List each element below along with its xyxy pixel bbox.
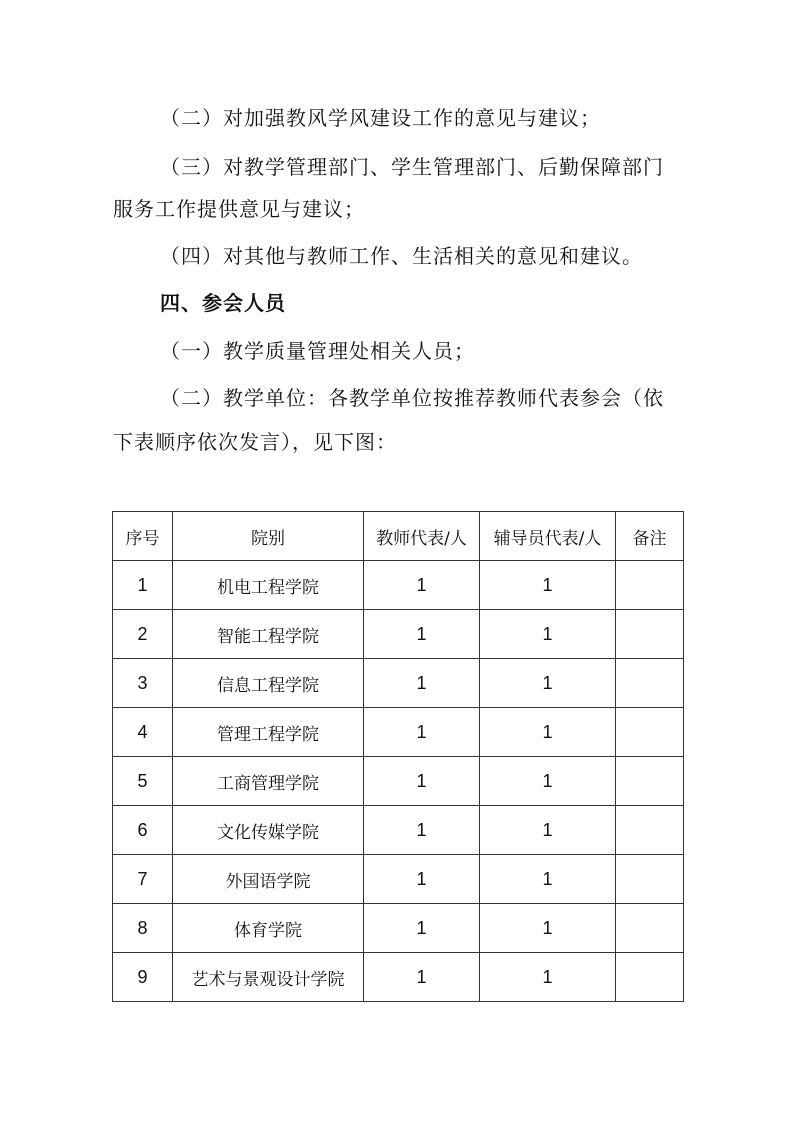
cell-serial: 7 [113,855,173,904]
representatives-table [112,511,684,1002]
header-college: 院别 [173,512,364,561]
cell-remarks [616,806,684,855]
cell-college: 体育学院 [173,904,364,953]
cell-college: 机电工程学院 [173,561,364,610]
paragraph-item-3: （三）对教学管理部门、学生管理部门、后勤保障部门 [160,155,664,179]
cell-college: 外国语学院 [173,855,364,904]
cell-college: 工商管理学院 [173,757,364,806]
cell-counselor-reps: 1 [480,610,616,659]
cell-serial: 4 [113,708,173,757]
paragraph-item-4: （四）对其他与教师工作、生活相关的意见和建议。 [160,244,643,268]
cell-remarks [616,953,684,1002]
table-row [113,904,684,953]
cell-college: 艺术与景观设计学院 [173,953,364,1002]
header-serial: 序号 [113,512,173,561]
cell-teacher-reps: 1 [364,561,480,610]
cell-remarks [616,561,684,610]
cell-teacher-reps: 1 [364,659,480,708]
cell-counselor-reps: 1 [480,904,616,953]
table-row [113,610,684,659]
cell-counselor-reps: 1 [480,855,616,904]
cell-serial: 6 [113,806,173,855]
cell-remarks [616,855,684,904]
cell-teacher-reps: 1 [364,953,480,1002]
table-row [113,806,684,855]
table-row [113,659,684,708]
table-row [113,855,684,904]
cell-serial: 5 [113,757,173,806]
cell-college: 文化传媒学院 [173,806,364,855]
cell-remarks [616,708,684,757]
cell-remarks [616,610,684,659]
table-row [113,708,684,757]
table-row [113,561,684,610]
cell-teacher-reps: 1 [364,610,480,659]
cell-teacher-reps: 1 [364,708,480,757]
cell-college: 智能工程学院 [173,610,364,659]
paragraph-attendee-2: （二）教学单位：各教学单位按推荐教师代表参会（依 [160,386,664,410]
cell-remarks [616,904,684,953]
cell-teacher-reps: 1 [364,757,480,806]
paragraph-item-3-continued: 服务工作提供意见与建议； [113,197,365,221]
cell-counselor-reps: 1 [480,708,616,757]
cell-counselor-reps: 1 [480,659,616,708]
header-remarks: 备注 [616,512,684,561]
cell-serial: 1 [113,561,173,610]
paragraph-item-2: （二）对加强教风学风建设工作的意见与建议； [160,106,601,130]
table-row [113,953,684,1002]
table-header-row [113,512,684,561]
section-heading-attendees: 四、参会人员 [160,291,286,315]
header-teacher-reps: 教师代表/人 [364,512,480,561]
cell-counselor-reps: 1 [480,757,616,806]
paragraph-attendee-2-continued: 下表顺序依次发言），见下图： [113,430,397,454]
cell-college: 信息工程学院 [173,659,364,708]
cell-serial: 9 [113,953,173,1002]
cell-serial: 2 [113,610,173,659]
cell-counselor-reps: 1 [480,806,616,855]
table-row [113,757,684,806]
paragraph-attendee-1: （一）教学质量管理处相关人员； [160,339,475,363]
cell-counselor-reps: 1 [480,561,616,610]
cell-teacher-reps: 1 [364,904,480,953]
cell-serial: 8 [113,904,173,953]
cell-serial: 3 [113,659,173,708]
cell-college: 管理工程学院 [173,708,364,757]
header-counselor-reps: 辅导员代表/人 [480,512,616,561]
cell-remarks [616,659,684,708]
cell-remarks [616,757,684,806]
cell-teacher-reps: 1 [364,806,480,855]
cell-counselor-reps: 1 [480,953,616,1002]
cell-teacher-reps: 1 [364,855,480,904]
